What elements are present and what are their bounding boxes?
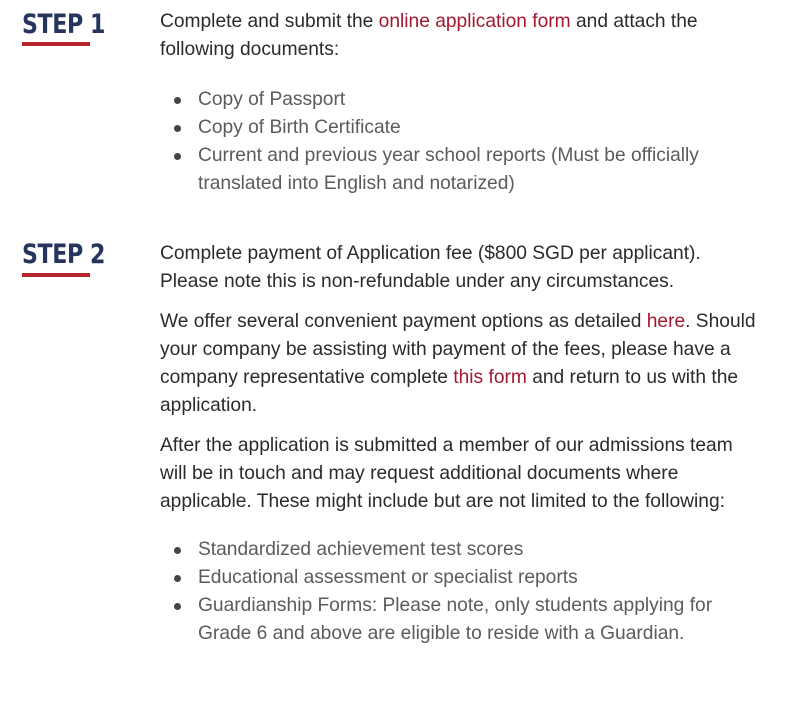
payment-middle: . Should your company be assisting with payment of the fees, please have a company representative complete — [160, 311, 756, 388]
list-item: Educational assessment or specialist reports — [160, 564, 760, 592]
payment-after: and return to us with the application. — [160, 367, 739, 416]
step-1-intro-before: Complete and submit the — [160, 11, 379, 32]
step-1-label: STEP 1 — [22, 9, 106, 40]
payment-options-link[interactable]: here — [646, 311, 686, 332]
required-documents-list — [160, 86, 760, 198]
list-item: Copy of Passport — [160, 86, 760, 114]
step-2-content — [160, 240, 760, 648]
list-item: Current and previous year school reports (Must be officially translated into English and notarized) — [160, 142, 760, 198]
step-2-underline — [22, 273, 90, 277]
step-1-underline — [22, 42, 90, 46]
step-1-intro — [160, 8, 760, 64]
payment-options-text — [160, 308, 760, 420]
post-submission-text: After the application is submitted a member of our admissions team will be in touch and may request additional documents where applicable. These might include but are not limited to the following: — [160, 435, 733, 512]
step-2-label: STEP 2 — [22, 239, 106, 270]
list-item: Guardianship Forms: Please note, only students applying for Grade 6 and above are eligible to reside with a Guardian. — [160, 592, 760, 648]
list-item: Copy of Birth Certificate — [160, 114, 760, 142]
list-item: Standardized achievement test scores — [160, 536, 760, 564]
payment-before: We offer several convenient payment options as detailed — [160, 311, 647, 332]
application-fee-text: Complete payment of Application fee ($800 SGD per applicant). Please note this is non-refundable under any circumstances. — [160, 243, 701, 292]
additional-documents-list — [160, 536, 760, 648]
step-1-content — [160, 8, 760, 198]
online-application-form-link[interactable]: online application form — [378, 11, 571, 32]
step-1-intro-after: and attach the following documents: — [160, 11, 698, 60]
company-form-link[interactable]: this form — [453, 367, 527, 388]
